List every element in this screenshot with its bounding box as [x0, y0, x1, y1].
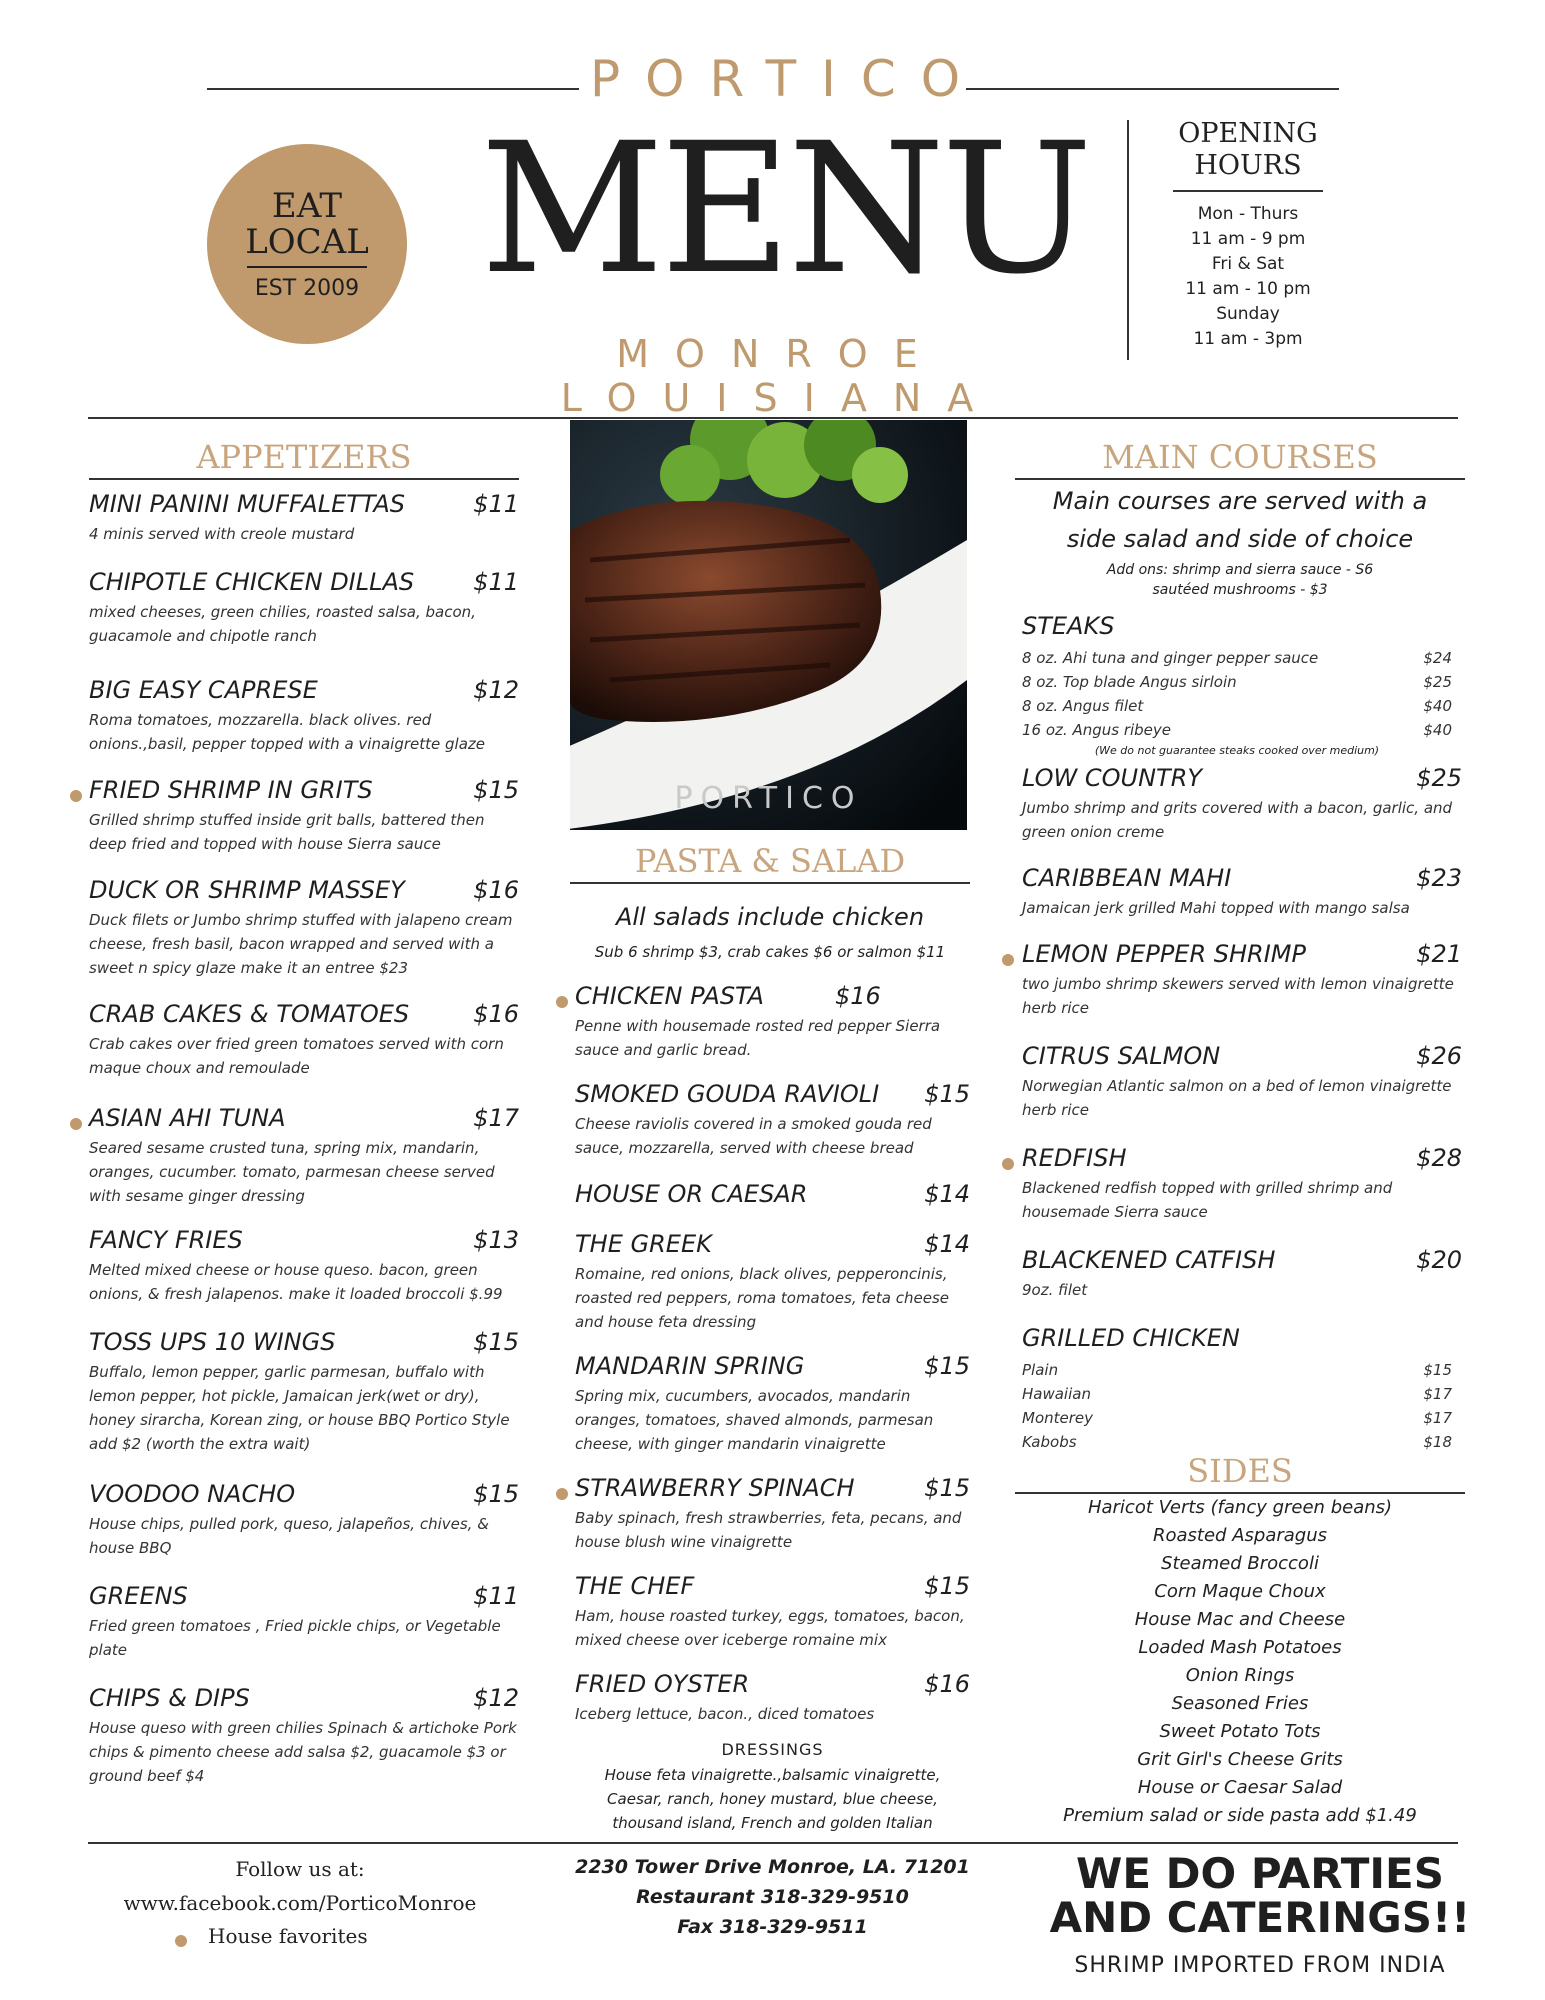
- option-label: Hawaiian: [1022, 1385, 1091, 1403]
- house-favorite-dot: [1002, 1158, 1014, 1170]
- item-description: Jumbo shrimp and grits covered with a bacon, garlic, and green onion creme: [1022, 799, 1453, 841]
- shrimp-origin-note: SHRIMP IMPORTED FROM INDIA: [1074, 1953, 1446, 1978]
- header-rule-right: [966, 88, 1339, 90]
- item-description: Buffalo, lemon pepper, garlic parmesan, buffalo with lemon pepper, hot pickle, Jamaican jerk(wet or dry), honey sirarcha, Korean zing, or house BBQ Portico Style add $2 (worth the extra wait): [89, 1363, 510, 1453]
- hours-line: Mon - Thurs: [1197, 204, 1299, 224]
- item-description: Spring mix, cucumbers, avocados, mandarin oranges, tomatoes, shaved almonds, parmesan cheese, with ginger mandarin vinaigrette: [575, 1387, 934, 1453]
- item-description: Jamaican jerk grilled Mahi topped with mango salsa: [1022, 899, 1410, 917]
- menu-item: [89, 776, 519, 856]
- option-price: $15: [1423, 1361, 1452, 1379]
- item-price: $17: [473, 1104, 519, 1132]
- house-favorite-dot: [556, 996, 568, 1008]
- option-label: Kabobs: [1022, 1433, 1077, 1451]
- item-name: CRAB CAKES & TOMATOES: [89, 1000, 410, 1028]
- social-block: [100, 1852, 500, 1920]
- chicken-option: [1022, 1382, 1452, 1406]
- eat-local-badge: [207, 144, 407, 344]
- side-item: Roasted Asparagus: [1153, 1525, 1327, 1546]
- item-name: LOW COUNTRY: [1022, 764, 1203, 792]
- contact-block: [560, 1852, 985, 1942]
- hours-rule: [1173, 190, 1323, 192]
- house-favorite-legend-dot: [175, 1935, 187, 1947]
- main-note-line-1: Main courses are served with a: [1052, 487, 1428, 515]
- chicken-option: [1022, 1406, 1452, 1430]
- item-description: Norwegian Atlantic salmon on a bed of lemon vinaigrette herb rice: [1022, 1077, 1452, 1119]
- menu-item: [89, 490, 519, 546]
- item-description: Roma tomatoes, mozzarella. black olives. red onions.,basil, pepper topped with a vinaigrette glaze: [89, 711, 485, 753]
- steak-option: [1022, 646, 1452, 670]
- item-price: $15: [924, 1080, 970, 1108]
- menu-item: [89, 1104, 519, 1208]
- side-item: House or Caesar Salad: [1137, 1777, 1343, 1798]
- menu-item: [1022, 764, 1462, 844]
- item-price: $11: [473, 568, 519, 596]
- item-price: $14: [924, 1180, 970, 1208]
- addons-line-2: sautéed mushrooms - $3: [1152, 582, 1328, 598]
- item-description: mixed cheeses, green chilies, roasted salsa, bacon, guacamole and chipotle ranch: [89, 603, 476, 645]
- follow-label: Follow us at:: [235, 1857, 365, 1881]
- side-item: Loaded Mash Potatoes: [1138, 1637, 1342, 1658]
- header-bottom-rule: [88, 417, 1458, 419]
- item-name: VOODOO NACHO: [89, 1480, 296, 1508]
- hours-title-line-1: OPENING: [1178, 118, 1318, 149]
- item-name: GREENS: [89, 1582, 188, 1610]
- steak-illustration: [570, 420, 967, 830]
- item-name: MINI PANINI MUFFALETTAS: [89, 490, 406, 518]
- parties-line-2: AND CATERINGS!!: [1049, 1893, 1471, 1942]
- item-price: $15: [924, 1474, 970, 1502]
- option-price: $18: [1423, 1433, 1452, 1451]
- appetizers-heading: APPETIZERS: [196, 438, 412, 476]
- hours-title-line-2: HOURS: [1194, 150, 1302, 181]
- menu-item: [575, 1352, 970, 1456]
- hours-line: 11 am - 3pm: [1193, 329, 1303, 349]
- steak-photo: [570, 420, 967, 830]
- steak-option: [1022, 670, 1452, 694]
- menu-item: [575, 982, 970, 1062]
- opening-hours: [1148, 118, 1348, 352]
- item-price: $16: [473, 1000, 519, 1028]
- item-name: CHIPOTLE CHICKEN DILLAS: [89, 568, 415, 596]
- house-favorite-dot: [70, 1118, 82, 1130]
- item-price: $20: [1416, 1246, 1462, 1274]
- address: 2230 Tower Drive Monroe, LA. 71201: [575, 1856, 970, 1878]
- item-description: Baby spinach, fresh strawberries, feta, pecans, and house blush wine vinaigrette: [575, 1509, 962, 1551]
- photo-brand-text: PORTICO: [674, 781, 863, 816]
- item-description: Penne with housemade rosted red pepper Sierra sauce and garlic bread.: [575, 1017, 941, 1059]
- item-name: DUCK OR SHRIMP MASSEY: [89, 876, 405, 904]
- menu-item: [89, 876, 519, 980]
- menu-item: [89, 1328, 519, 1456]
- appetizers-rule: [89, 478, 519, 480]
- item-name: BIG EASY CAPRESE: [89, 676, 318, 704]
- item-description: Ham, house roasted turkey, eggs, tomatoes, bacon, mixed cheese over iceberge romaine mix: [575, 1607, 965, 1649]
- item-description: Seared sesame crusted tuna, spring mix, mandarin, oranges, cucumber. tomato, parmesan cheese served with sesame ginger dressing: [89, 1139, 495, 1205]
- menu-item: [575, 1572, 970, 1652]
- item-description: Blackened redfish topped with grilled shrimp and housemade Sierra sauce: [1022, 1179, 1393, 1221]
- option-price: $40: [1423, 697, 1452, 715]
- badge-line-1: EAT: [271, 185, 343, 226]
- item-price: $16: [835, 982, 881, 1010]
- item-price: $16: [924, 1670, 970, 1698]
- item-name: BLACKENED CATFISH: [1022, 1246, 1276, 1274]
- item-description: Melted mixed cheese or house queso. bacon, green onions, & fresh jalapenos. make it loaded broccoli $.99: [89, 1261, 503, 1303]
- badge-line-2: LOCAL: [245, 221, 369, 262]
- dressings-list: House feta vinaigrette.,balsamic vinaigrette, Caesar, ranch, honey mustard, blue cheese, thousand island, French and golden Italian: [604, 1766, 941, 1832]
- item-name: MANDARIN SPRING: [575, 1352, 805, 1380]
- steaks-item: [1022, 612, 1462, 640]
- item-price: $12: [473, 676, 519, 704]
- salad-note: All salads include chicken: [615, 903, 925, 931]
- side-item: Haricot Verts (fancy green beans): [1087, 1497, 1393, 1518]
- option-price: $24: [1423, 649, 1452, 667]
- item-price: $14: [924, 1230, 970, 1258]
- item-description: Duck filets or Jumbo shrimp stuffed with jalapeno cream cheese, fresh basil, bacon wrapped and served with a sweet n spicy glaze make it an entree $23: [89, 911, 513, 977]
- item-description: two jumbo shrimp skewers served with lemon vinaigrette herb rice: [1022, 975, 1454, 1017]
- menu-item: [1022, 1042, 1462, 1122]
- item-price: $11: [473, 490, 519, 518]
- option-label: 8 oz. Angus filet: [1022, 697, 1144, 715]
- item-price: $15: [473, 1328, 519, 1356]
- chicken-option: [1022, 1430, 1452, 1454]
- fax-number: Fax 318-329-9511: [677, 1916, 868, 1938]
- hours-line: 11 am - 9 pm: [1190, 229, 1306, 249]
- item-name: CARIBBEAN MAHI: [1022, 864, 1232, 892]
- menu-item: [1022, 940, 1462, 1020]
- parties-line-1: WE DO PARTIES: [1076, 1849, 1444, 1898]
- menu-item: [575, 1230, 970, 1334]
- dressings-block: [575, 1740, 970, 1835]
- item-name: REDFISH: [1022, 1144, 1127, 1172]
- item-name: GRILLED CHICKEN: [1022, 1324, 1240, 1352]
- item-name: TOSS UPS 10 WINGS: [89, 1328, 336, 1356]
- side-item: Sweet Potato Tots: [1159, 1721, 1321, 1742]
- item-name: THE CHEF: [575, 1572, 695, 1600]
- side-item: House Mac and Cheese: [1134, 1609, 1346, 1630]
- item-price: $15: [473, 1480, 519, 1508]
- item-description: House queso with green chilies Spinach & artichoke Pork chips & pimento cheese add salsa $2, guacamole $3 or ground beef $4: [89, 1719, 517, 1785]
- item-name: THE GREEK: [575, 1230, 712, 1258]
- item-price: $11: [473, 1582, 519, 1610]
- main-courses-rule: [1015, 478, 1465, 480]
- item-name: SMOKED GOUDA RAVIOLI: [575, 1080, 880, 1108]
- item-description: Grilled shrimp stuffed inside grit balls, battered then deep fried and topped with house Sierra sauce: [89, 811, 485, 853]
- house-favorite-dot: [1002, 954, 1014, 966]
- side-item: Grit Girl's Cheese Grits: [1137, 1749, 1343, 1770]
- item-price: $15: [924, 1352, 970, 1380]
- item-name: HOUSE OR CAESAR: [575, 1180, 808, 1208]
- chicken-option: [1022, 1358, 1452, 1382]
- item-name: STRAWBERRY SPINACH: [575, 1474, 855, 1502]
- location-label: MONROE LOUISIANA: [560, 332, 1000, 420]
- item-name: FRIED SHRIMP IN GRITS: [89, 776, 373, 804]
- item-price: $26: [1416, 1042, 1462, 1070]
- item-price: $15: [473, 776, 519, 804]
- item-name: CHICKEN PASTA: [575, 982, 764, 1010]
- menu-item: [575, 1080, 970, 1160]
- item-name: CITRUS SALMON: [1022, 1042, 1221, 1070]
- hours-divider: [1127, 120, 1129, 360]
- addons-line-1: Add ons: shrimp and sierra sauce - S6: [1106, 562, 1374, 578]
- footer-rule: [88, 1842, 1458, 1844]
- parties-banner: [1030, 1849, 1490, 1942]
- item-name: CHIPS & DIPS: [89, 1684, 250, 1712]
- dressings-title: DRESSINGS: [721, 1740, 824, 1759]
- item-description: Iceberg lettuce, bacon., diced tomatoes: [575, 1705, 875, 1723]
- menu-item: [89, 1684, 519, 1788]
- steak-note: (We do not guarantee steaks cooked over medium): [1094, 744, 1380, 757]
- side-item: Steamed Broccoli: [1161, 1553, 1319, 1574]
- item-price: $13: [473, 1226, 519, 1254]
- menu-item: [1022, 1144, 1462, 1224]
- item-description: 4 minis served with creole mustard: [89, 525, 355, 543]
- salad-subnote: Sub 6 shrimp $3, crab cakes $6 or salmon $11: [594, 943, 946, 961]
- item-price: $23: [1416, 864, 1462, 892]
- item-description: Crab cakes over fried green tomatoes served with corn maque choux and remoulade: [89, 1035, 504, 1077]
- item-price: $21: [1416, 940, 1462, 968]
- item-description: Fried green tomatoes , Fried pickle chips, or Vegetable plate: [89, 1617, 501, 1659]
- steak-option: [1022, 718, 1452, 742]
- page-title: MENU: [480, 105, 1089, 314]
- option-label: 8 oz. Top blade Angus sirloin: [1022, 673, 1237, 691]
- menu-item: [575, 1474, 970, 1554]
- option-price: $25: [1423, 673, 1452, 691]
- hours-line: Fri & Sat: [1211, 254, 1285, 274]
- menu-item: [575, 1670, 970, 1726]
- sides-heading: SIDES: [1187, 1452, 1293, 1490]
- sides-list: [1015, 1494, 1465, 1830]
- item-price: $28: [1416, 1144, 1462, 1172]
- badge-established: EST 2009: [254, 275, 360, 301]
- brand-name: PORTICO: [590, 50, 986, 108]
- item-price: $16: [473, 876, 519, 904]
- menu-item: [575, 1180, 970, 1208]
- item-name: FRIED OYSTER: [575, 1670, 750, 1698]
- item-price: $12: [473, 1684, 519, 1712]
- facebook-link[interactable]: www.facebook.com/PorticoMonroe: [123, 1891, 477, 1915]
- restaurant-phone: Restaurant 318-329-9510: [636, 1886, 909, 1908]
- side-item: Premium salad or side pasta add $1.49: [1063, 1805, 1417, 1826]
- header-rule-left: [207, 88, 579, 90]
- item-description: House chips, pulled pork, queso, jalapeños, chives, & house BBQ: [89, 1515, 489, 1557]
- menu-item: [89, 676, 519, 756]
- option-price: $17: [1423, 1385, 1452, 1403]
- option-label: 16 oz. Angus ribeye: [1022, 721, 1172, 739]
- menu-item: [89, 1000, 519, 1080]
- grilled-chicken-item: [1022, 1324, 1462, 1352]
- main-courses-heading: MAIN COURSES: [1102, 438, 1378, 476]
- house-favorite-dot: [70, 790, 82, 802]
- option-price: $40: [1423, 721, 1452, 739]
- item-name: STEAKS: [1022, 612, 1115, 640]
- menu-item: [89, 1226, 519, 1306]
- item-price: $15: [924, 1572, 970, 1600]
- house-favorite-dot: [556, 1488, 568, 1500]
- menu-item: [89, 568, 519, 648]
- menu-item: [1022, 864, 1462, 920]
- pasta-salad-heading: PASTA & SALAD: [634, 842, 906, 880]
- menu-item: [89, 1582, 519, 1662]
- side-item: Onion Rings: [1185, 1665, 1295, 1686]
- option-label: Monterey: [1022, 1409, 1094, 1427]
- side-item: Seasoned Fries: [1171, 1693, 1309, 1714]
- item-description: Romaine, red onions, black olives, pepperoncinis, roasted red peppers, roma tomatoes, feta cheese and house feta dressing: [575, 1265, 949, 1331]
- menu-item: [1022, 1246, 1462, 1302]
- badge-divider: [247, 266, 367, 268]
- menu-item: [89, 1480, 519, 1560]
- item-name: ASIAN AHI TUNA: [89, 1104, 286, 1132]
- hours-line: Sunday: [1216, 304, 1280, 324]
- main-note-line-2: side salad and side of choice: [1066, 525, 1414, 553]
- item-description: 9oz. filet: [1022, 1281, 1088, 1299]
- option-label: 8 oz. Ahi tuna and ginger pepper sauce: [1022, 649, 1319, 667]
- side-item: Corn Maque Choux: [1154, 1581, 1326, 1602]
- steak-option: [1022, 694, 1452, 718]
- item-name: FANCY FRIES: [89, 1226, 243, 1254]
- option-price: $17: [1423, 1409, 1452, 1427]
- option-label: Plain: [1022, 1361, 1059, 1379]
- house-favorites-label: House favorites: [208, 1924, 368, 1948]
- item-description: Cheese raviolis covered in a smoked gouda red sauce, mozzarella, served with cheese bread: [575, 1115, 932, 1157]
- pasta-salad-rule: [570, 882, 970, 884]
- hours-line: 11 am - 10 pm: [1185, 279, 1311, 299]
- item-price: $25: [1416, 764, 1462, 792]
- item-name: LEMON PEPPER SHRIMP: [1022, 940, 1306, 968]
